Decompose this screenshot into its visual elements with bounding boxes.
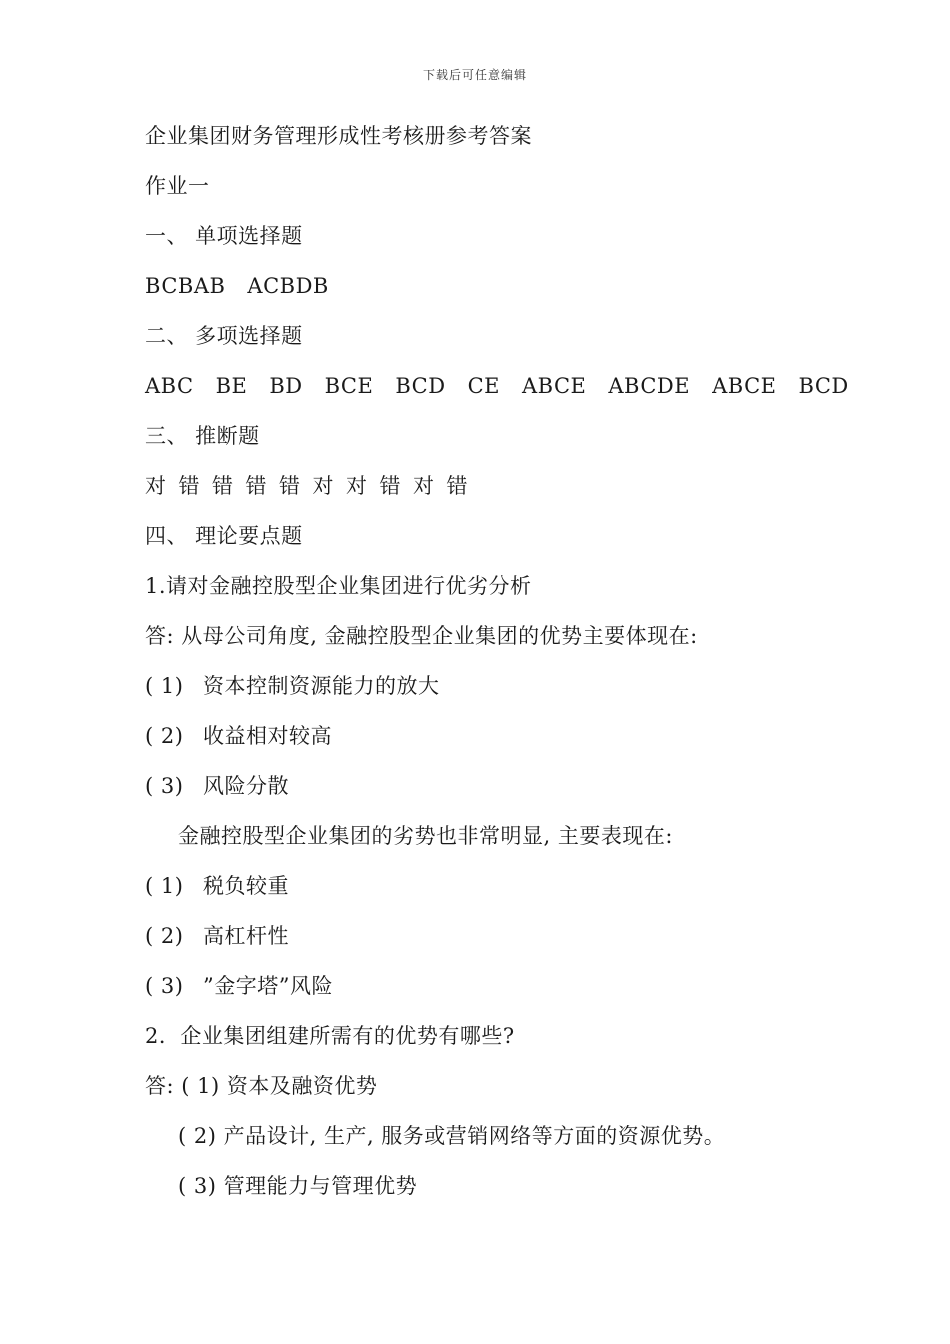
item-number: ( 1) [145,874,184,898]
answer-prefix: 答: [145,1074,175,1098]
disadvantage-item [145,921,289,951]
advantage-item [145,771,289,801]
question-2-answer-item [145,1071,377,1101]
item-number: ( 2) [178,1124,217,1148]
section-theory-heading: 四、 理论要点题 [145,524,303,548]
advantage-item [145,721,332,751]
item-text: 资本控制资源能力的放大 [203,674,440,698]
item-text: 风险分散 [203,774,289,798]
item-text: 税负较重 [203,874,289,898]
answer-item: BD [269,374,303,398]
item-number: ( 2) [145,724,184,748]
answer-item: 错 [379,474,401,498]
item-number: ( 1) [181,1074,220,1098]
assignment-heading: 作业一 [145,174,210,198]
disadvantage-intro: 金融控股型企业集团的劣势也非常明显, 主要表现在: [178,824,673,848]
true-false-answers [145,471,480,501]
item-text: 收益相对较高 [203,724,332,748]
item-text: 资本及融资优势 [226,1074,378,1098]
disadvantage-item [145,971,333,1001]
answer-item: 对 [145,474,167,498]
question-1-answer-intro: 答: 从母公司角度, 金融控股型企业集团的优势主要体现在: [145,624,698,648]
answer-item: 错 [212,474,234,498]
answer-item: BCD [395,374,446,398]
question-2-answer-item [178,1171,417,1201]
answer-item: CE [467,374,500,398]
section-single-choice-heading: 一、 单项选择题 [145,224,303,248]
item-number: ( 3) [178,1174,217,1198]
item-number: ( 1) [145,674,184,698]
answer-item: BE [215,374,248,398]
question-2-answer-item [178,1121,725,1151]
answer-group: ACBDB [247,274,329,298]
section-true-false-heading: 三、 推断题 [145,424,260,448]
item-number: ( 3) [145,974,184,998]
item-text: 管理能力与管理优势 [223,1174,418,1198]
disadvantage-item [145,871,289,901]
answer-item: ABCDE [608,374,691,398]
item-number: ( 2) [145,924,184,948]
section-multi-choice-heading: 二、 多项选择题 [145,324,303,348]
answer-item: 错 [178,474,200,498]
question-2: 2．企业集团组建所需有的优势有哪些? [145,1024,515,1048]
advantage-item [145,671,440,701]
answer-item: BCE [324,374,374,398]
item-text: 高杠杆性 [203,924,289,948]
item-text: 产品设计, 生产, 服务或营销网络等方面的资源优势。 [223,1124,726,1148]
page-header: 下载后可任意编辑 [422,68,527,82]
answer-item: 错 [279,474,301,498]
answer-item: ABC [145,374,194,398]
answer-item: 对 [413,474,435,498]
answer-item: BCD [798,374,849,398]
answer-group: BCBAB [145,274,226,298]
answer-item: 对 [346,474,368,498]
single-choice-answers [145,271,351,301]
question-1: 1.请对金融控股型企业集团进行优劣分析 [145,574,532,598]
answer-item: ABCE [521,374,587,398]
answer-item: 错 [245,474,267,498]
multi-choice-answers [145,371,871,401]
answer-item: 错 [446,474,468,498]
answer-item: ABCE [712,374,777,398]
document-title: 企业集团财务管理形成性考核册参考答案 [145,124,532,148]
answer-item: 对 [312,474,334,498]
item-number: ( 3) [145,774,184,798]
item-text: ”金字塔”风险 [203,974,333,998]
